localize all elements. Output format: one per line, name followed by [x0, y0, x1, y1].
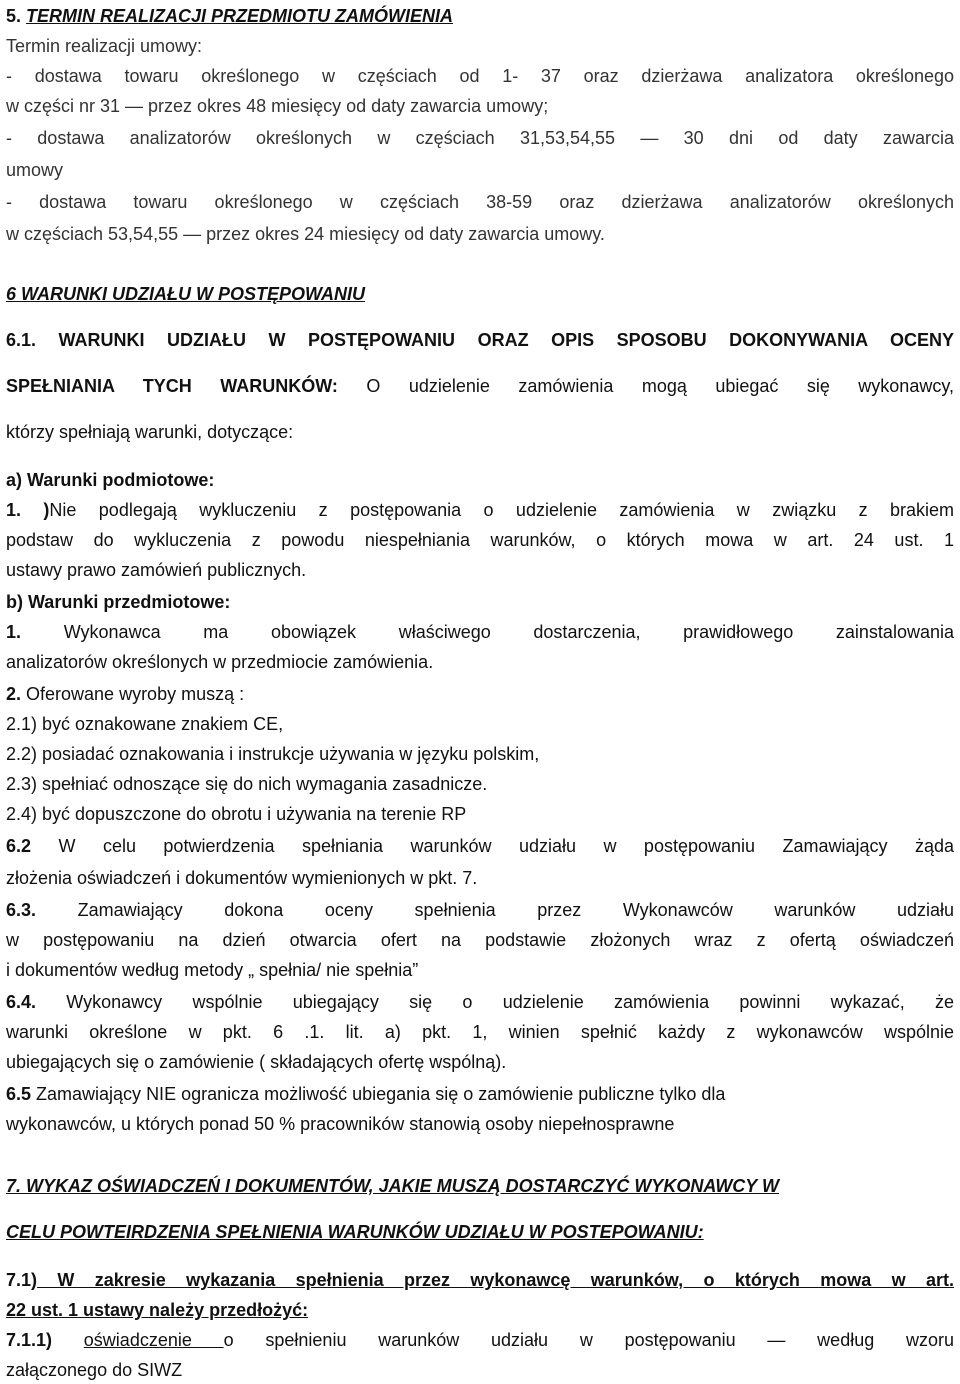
section-5-line: w części nr 31 — przez okres 48 miesięcy od daty zawarcia umowy;: [6, 96, 549, 116]
conditions-b-item-2: [6, 680, 954, 708]
paragraph-6-3-line2: w postępowaniu na dzień otwarcia ofert na podstawie złożonych wraz z ofertą oświadczeń: [6, 930, 954, 950]
paragraph-7-1-1: [6, 1326, 954, 1354]
section-5-line: w częściach 53,54,55 — przez okres 24 miesięcy od daty zawarcia umowy.: [6, 224, 605, 244]
paragraph-6-4-line2: warunki określone w pkt. 6 .1. lit. a) pkt. 1, winien spełnić każdy z wykonawców wspólnie: [6, 1022, 954, 1042]
requirement-item: 2.3) spełniać odnoszące się do nich wymagania zasadnicze.: [6, 774, 488, 794]
section-5-heading: [6, 2, 954, 30]
item-text: Oferowane wyroby muszą :: [21, 684, 245, 704]
paragraph-6-2: [6, 832, 954, 860]
paragraph-number: 7.1): [6, 1270, 38, 1290]
requirement-item: 2.4) być dopuszczone do obrotu i używania na terenie RP: [6, 804, 467, 824]
item-text: Wykonawca ma obowiązek właściwego dostarczenia, prawidłowego zainstalowania: [21, 622, 954, 642]
section-6-1-heading-bold: SPEŁNIANIA TYCH WARUNKÓW:: [6, 376, 338, 396]
paragraph-6-2-line2: złożenia oświadczeń i dokumentów wymienionych w pkt. 7.: [6, 868, 478, 888]
paragraph-7-1-1-line2: załączonego do SIWZ: [6, 1360, 183, 1380]
paragraph-6-5: [6, 1080, 954, 1108]
conditions-a-item-1: [6, 496, 954, 524]
paragraph-text: W celu potwierdzenia spełniania warunków udziału w postępowaniu Zamawiający żąda: [31, 836, 954, 856]
conditions-b-item-1: [6, 618, 954, 646]
paragraph-number: 6.2: [6, 836, 32, 856]
paragraph-text: o spełnieniu warunków udziału w postępowaniu — według wzoru: [223, 1330, 954, 1350]
requirement-item: 2.1) być oznakowane znakiem CE,: [6, 714, 284, 734]
paragraph-6-5-line2: wykonawców, u których ponad 50 % pracowników stanowią osoby niepełnosprawne: [6, 1114, 675, 1134]
section-5-line: umowy: [6, 160, 64, 180]
paragraph-number: 7.1.1): [6, 1330, 53, 1350]
conditions-a-item-1-line2: podstaw do wykluczenia z powodu niespełniania warunków, o których mowa w art. 24 ust. 1: [6, 530, 954, 550]
paragraph-7-1-line2: 22 ust. 1 ustawy należy przedłożyć:: [6, 1300, 309, 1320]
section-6-1-heading-rest: O udzielenie zamówienia mogą ubiegać się wykonawcy,: [337, 376, 954, 396]
section-5-title: TERMIN REALIZACJI PRZEDMIOTU ZAMÓWIENIA: [26, 6, 453, 26]
section-6-1-heading: 6.1. WARUNKI UDZIAŁU W POSTĘPOWANIU ORAZ OPIS SPOSOBU DOKONYWANIA OCENY: [6, 330, 954, 350]
paragraph-text: Zamawiający dokona oceny spełnienia przez Wykonawców warunków udziału: [36, 900, 954, 920]
paragraph-7-1: [6, 1266, 954, 1294]
paragraph-number: 6.4.: [6, 992, 37, 1012]
conditions-a-label: a) Warunki podmiotowe:: [6, 470, 215, 490]
section-5-line: - dostawa analizatorów określonych w częściach 31,53,54,55 — 30 dni od daty zawarcia: [6, 128, 954, 148]
requirement-item: 2.2) posiadać oznakowania i instrukcje używania w języku polskim,: [6, 744, 540, 764]
paragraph-underlined-text: oświadczenie: [83, 1330, 224, 1350]
item-number: 2.: [6, 684, 22, 704]
conditions-b-label: b) Warunki przedmiotowe:: [6, 592, 231, 612]
section-5-line: - dostawa towaru określonego w częściach od 1- 37 oraz dzierżawa analizatora określonego: [6, 66, 954, 86]
paragraph-6-4: [6, 988, 954, 1016]
section-7-title: 7. WYKAZ OŚWIADCZEŃ I DOKUMENTÓW, JAKIE MUSZĄ DOSTARCZYĆ WYKONAWCY W: [6, 1176, 779, 1196]
conditions-b-item-1-line2: analizatorów określonych w przedmiocie zamówienia.: [6, 652, 434, 672]
section-5-line: - dostawa towaru określonego w częściach 38-59 oraz dzierżawa analizatorów określonych: [6, 192, 954, 212]
paragraph-6-3: [6, 896, 954, 924]
paragraph-number: 6.5: [6, 1084, 32, 1104]
paragraph-text: Wykonawcy wspólnie ubiegający się o udzielenie zamówienia powinni wykazać, że: [36, 992, 954, 1012]
section-5-number: 5.: [6, 6, 27, 26]
item-number: 1.: [6, 622, 22, 642]
paragraph-6-3-line3: i dokumentów według metody „ spełnia/ nie spełnia”: [6, 960, 419, 980]
conditions-a-item-1-line3: ustawy prawo zamówień publicznych.: [6, 560, 307, 580]
section-6-1-heading-line3: którzy spełniają warunki, dotyczące:: [6, 422, 294, 442]
paragraph-text: W zakresie wykazania spełnienia przez wykonawcę warunków, o których mowa w art.: [37, 1270, 954, 1290]
section-6-title: 6 WARUNKI UDZIAŁU W POSTĘPOWANIU: [6, 284, 365, 304]
section-6-1-heading-line2: [6, 372, 954, 400]
item-text: Nie podlegają wykluczeniu z postępowania o udzielenie zamówienia w związku z brakiem: [49, 500, 955, 520]
paragraph-text: Zamawiający NIE ogranicza możliwość ubiegania się o zamówienie publiczne tylko dla: [31, 1084, 726, 1104]
paragraph-number: 6.3.: [6, 900, 37, 920]
section-5-intro: Termin realizacji umowy:: [6, 36, 203, 56]
item-number: 1. ): [6, 500, 50, 520]
paragraph-6-4-line3: ubiegających się o zamówienie ( składających ofertę wspólną).: [6, 1052, 507, 1072]
section-7-title-line2: CELU POWTEIRDZENIA SPEŁNIENIA WARUNKÓW UDZIAŁU W POSTEPOWANIU:: [6, 1222, 704, 1242]
